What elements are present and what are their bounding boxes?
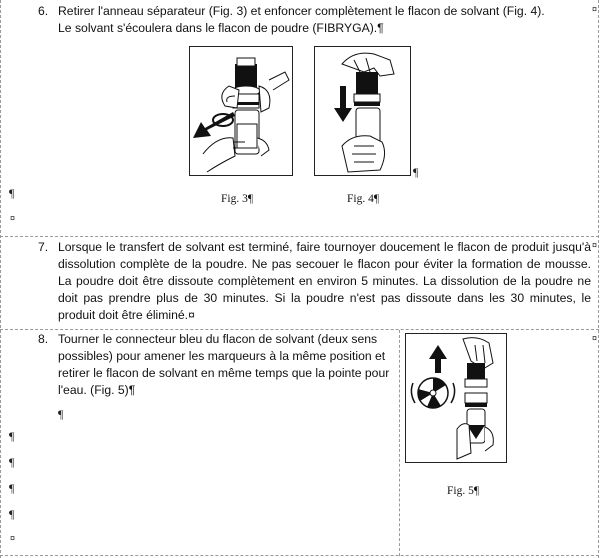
step-6-line-1: Retirer l'anneau séparateur (Fig. 3) et enfoncer complètement le flacon de solvant (Fig. 4). [58,4,545,18]
table-right-border [598,0,599,558]
table-bottom-border [0,555,599,556]
row-divider-2 [0,329,599,330]
step-8-number: 8. [38,332,49,346]
row-end-mark-1: ¤ [592,4,598,14]
figure-5-drawing [405,333,507,463]
row-end-mark-3: ¤ [592,333,598,343]
step-6-line-2: Le solvant s'écoulera dans le flacon de poudre (FIBRYGA).¶ [58,21,384,35]
step-8-text: Tourner le connecteur bleu du flacon de solvant (deux sens possibles) pour amener les marqueurs à la même position et retirer le flacon de solvant en même temps que la pointe pour l'eau. (Fig. 5)¶ [58,332,390,397]
figure-4 [314,46,411,176]
figure-5 [405,333,507,463]
step-8-cell-end: ¤ [10,533,16,543]
step-8-left-pilcrow-4: ¶ [9,507,15,521]
row-end-mark-2: ¤ [592,240,598,250]
step-8-left-pilcrow-2: ¶ [9,455,15,469]
figure-3-caption: Fig. 3¶ [221,193,254,205]
step-8-blank-pilcrow: ¶ [58,407,64,421]
figure-5-caption: Fig. 5¶ [447,485,480,497]
figure-3-drawing [189,46,293,176]
step-6-left-pilcrow: ¶ [9,186,15,200]
figure-3 [189,46,293,176]
step-8-left-pilcrow-3: ¶ [9,481,15,495]
row-divider-1 [0,236,599,237]
table-left-border [0,0,1,558]
step-6-right-pilcrow: ¶ [413,165,419,179]
step-7-number: 7. [38,240,49,254]
step8-column-divider [399,330,400,556]
step-6-cell-end: ¤ [10,213,16,223]
step-6-number: 6. [38,4,49,18]
figure-4-caption: Fig. 4¶ [347,193,380,205]
step-7-text: Lorsque le transfert de solvant est terminé, faire tournoyer doucement le flacon de produit jusqu'à dissolution complète de la poudre. Ne pas secouer le flacon pour éviter la formation de mousse. La poudre doit être dissoute complètement en environ 5 minutes. La dissolution de la poudre ne doit pas prendre plus de 30 minutes. Si la poudre n'est pas dissoute dans les 30 minutes, le produit doit être éliminé.¤ [58,240,591,322]
step-8-left-pilcrow-1: ¶ [9,429,15,443]
figure-4-drawing [314,46,411,176]
